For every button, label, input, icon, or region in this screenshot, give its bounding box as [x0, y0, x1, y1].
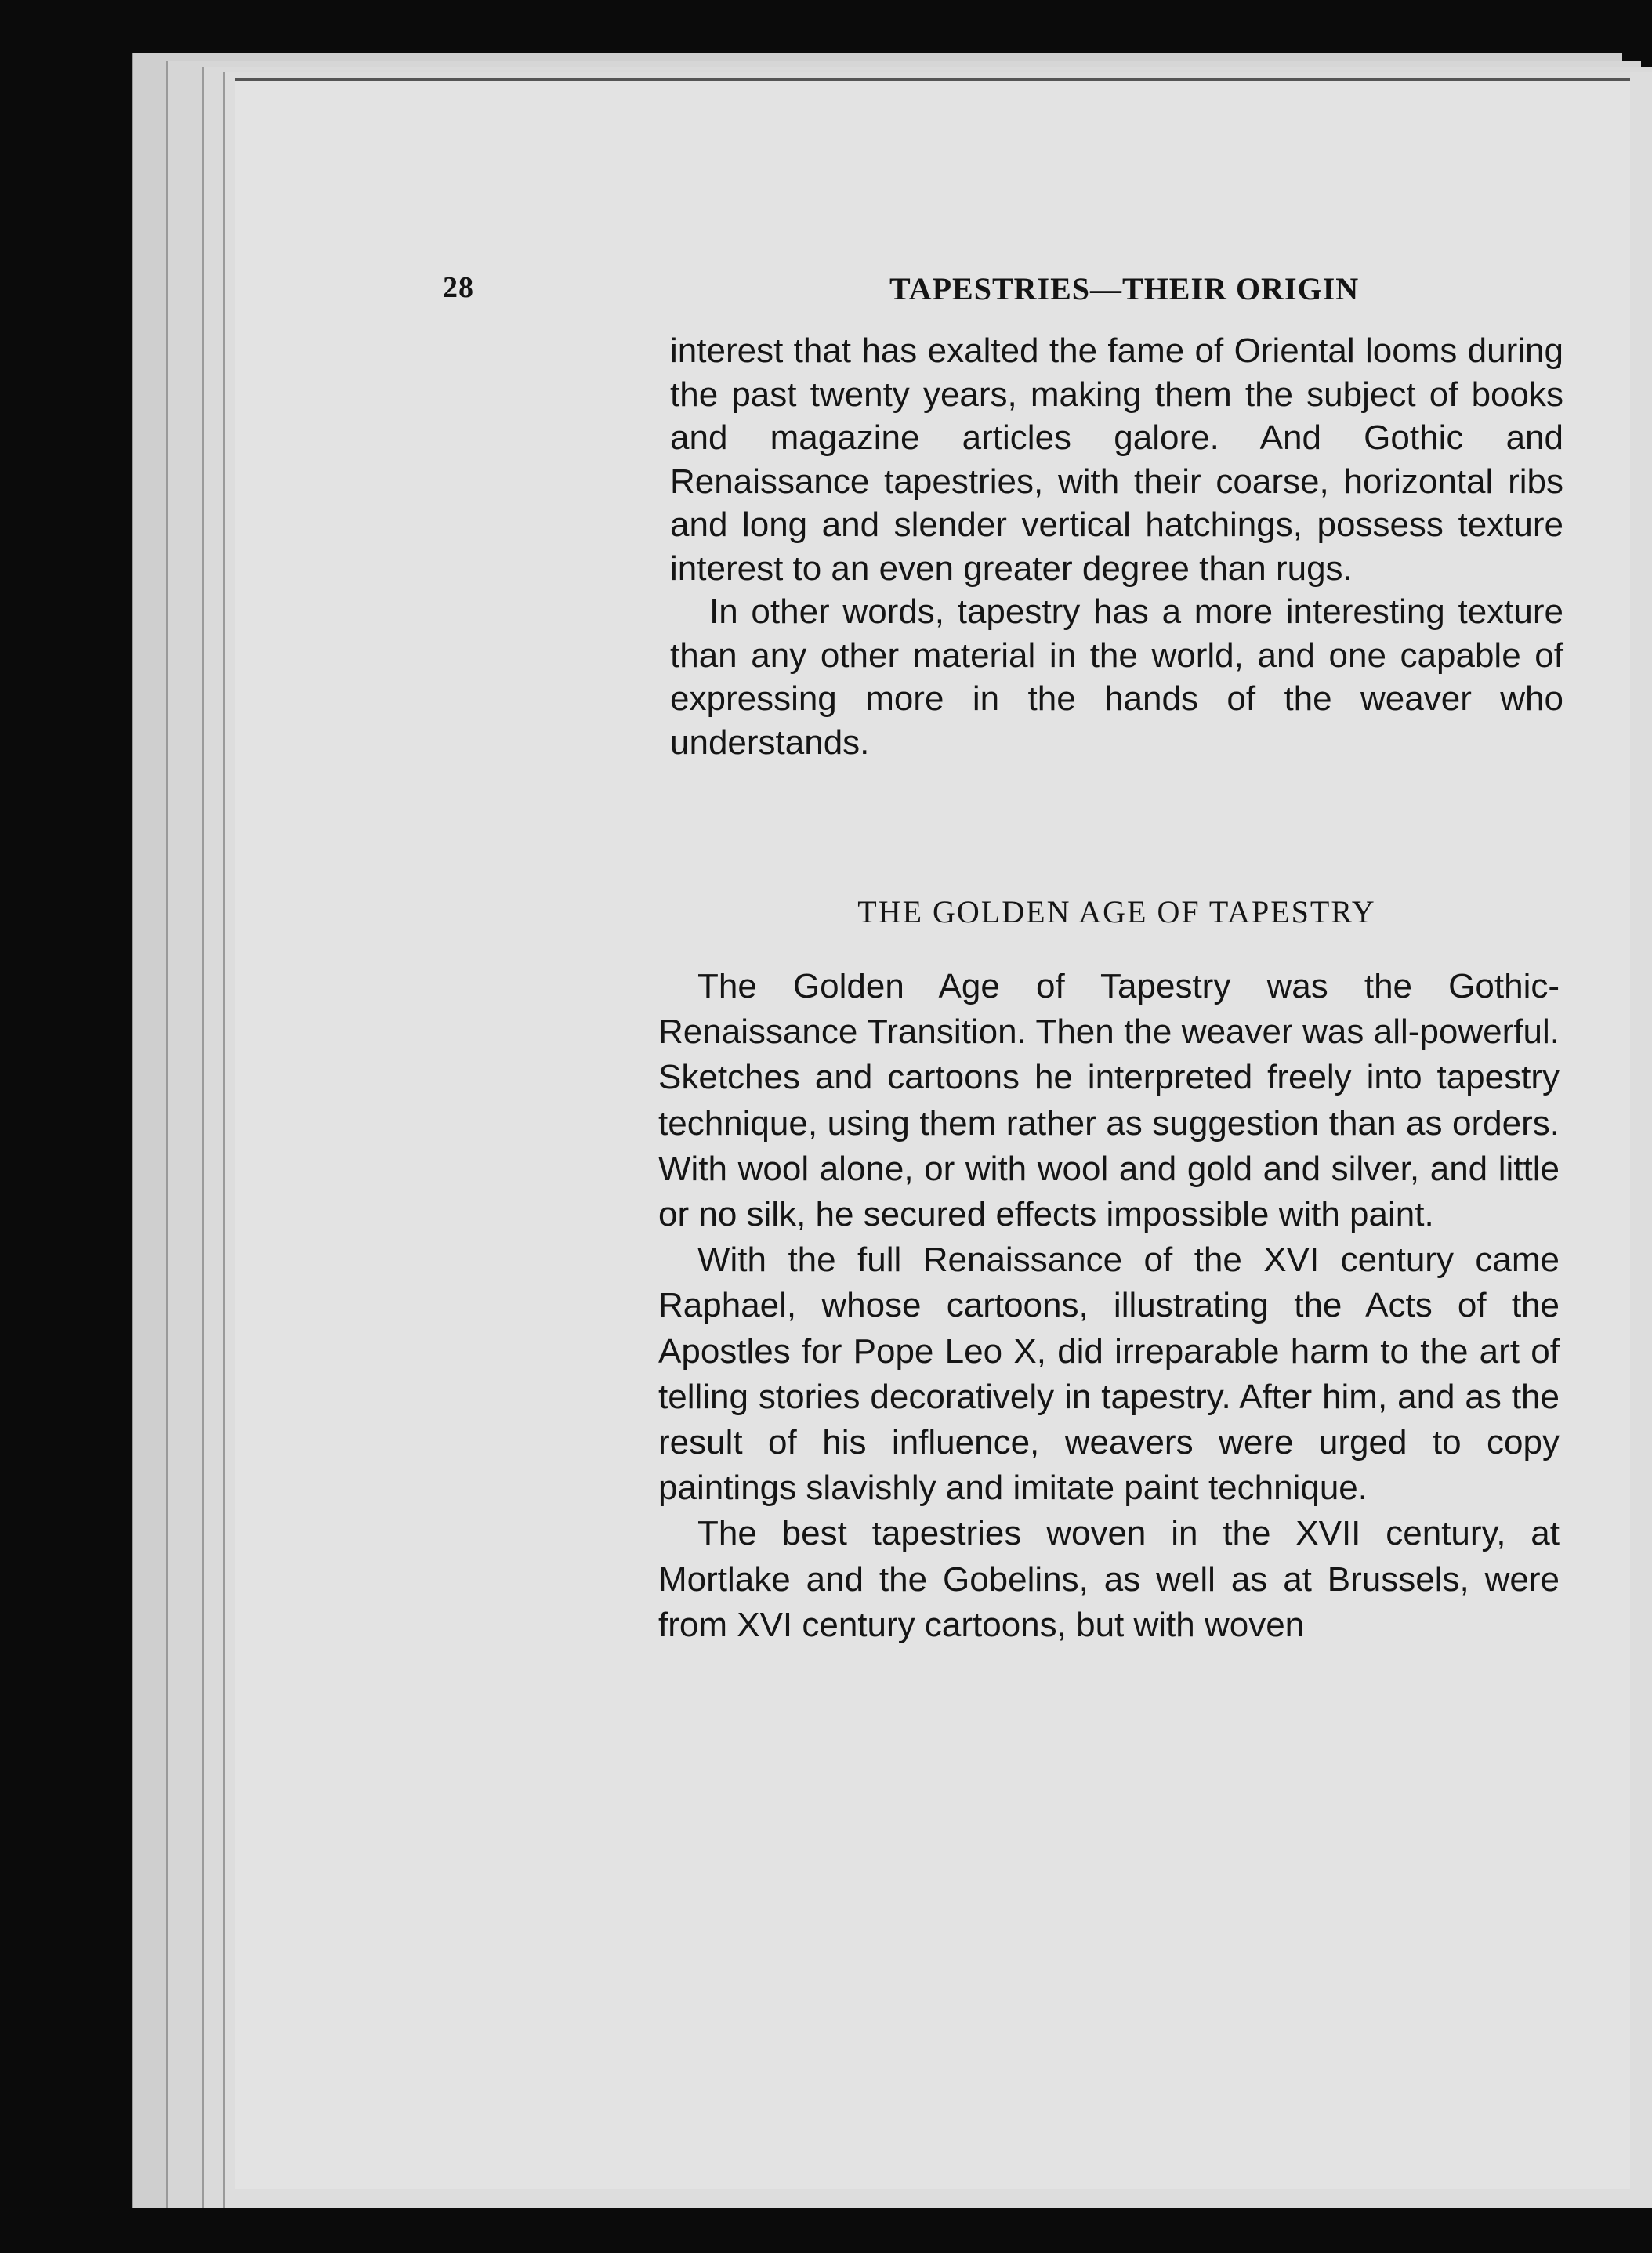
- paragraph: With the full Renaissance of the XVI century came Raphael, whose cartoons, illustrating the Acts of the Apostles for Pope Leo X, did irreparable harm to the art of telling stories decoratively in tapestry. After him, and as the result of his influence, weavers were urged to copy paintings slavishly and imitate paint technique.: [658, 1241, 1560, 1508]
- body-text-bottom: [658, 964, 1560, 1648]
- paragraph: interest that has exalted the fame of Oriental looms during the past twenty years, making them the subject of books and magazine articles galore. And Gothic and Renaissance tapestries, with their coarse, horizontal ribs and long and slender vertical hatchings, possess texture interest to an even greater degree than rugs.: [670, 331, 1563, 588]
- running-head-title: TAPESTRIES—THEIR ORIGIN: [889, 271, 1360, 306]
- paragraph: In other words, tapestry has a more interesting texture than any other material in the world, and one capable of expressing more in the hands of the weaver who understands.: [670, 592, 1563, 762]
- running-head: [443, 270, 1368, 317]
- paragraph: The best tapestries woven in the XVII century, at Mortlake and the Gobelins, as well as at Brussels, were from XVI century cartoons, but with woven: [658, 1514, 1560, 1644]
- page-number: 28: [443, 271, 474, 304]
- body-text-top: [670, 329, 1563, 764]
- section-heading: THE GOLDEN AGE OF TAPESTRY: [857, 894, 1376, 929]
- paragraph: The Golden Age of Tapestry was the Gothic-Renaissance Transition. Then the weaver was all-powerful. Sketches and cartoons he interpreted freely into tapestry technique, using them rather as suggestion than as orders. With wool alone, or with wool and gold and silver, and little or no silk, he secured effects impossible with paint.: [658, 967, 1560, 1234]
